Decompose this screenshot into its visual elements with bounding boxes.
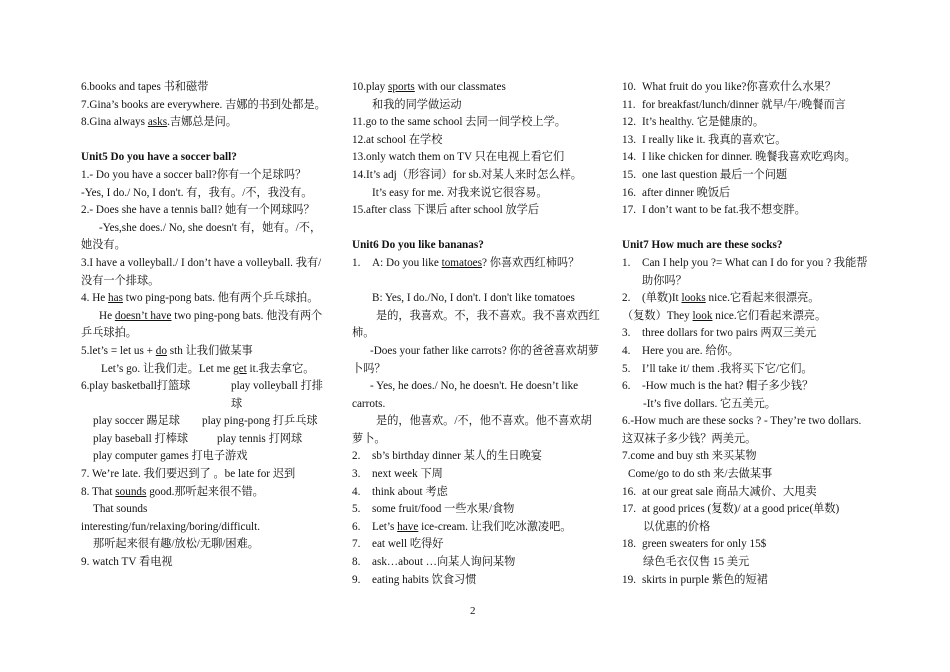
unit7-heading: Unit7 How much are these socks? bbox=[622, 239, 783, 252]
text-line: 6.-How much are these socks ? - They’re two dollars. 这双袜子多少钱？两美元。 bbox=[622, 415, 862, 445]
text-line: next week 下周 bbox=[372, 468, 443, 481]
text-line: That sounds bbox=[93, 503, 148, 516]
column-1 bbox=[81, 79, 329, 572]
text-line: play ping-pong 打乒乓球 bbox=[202, 415, 318, 428]
item-number: 6. bbox=[622, 380, 631, 393]
text-line: -Does your father like carrots? 你的爸爸喜欢胡萝卜吗？ bbox=[352, 344, 599, 375]
text-line: Come/go to do sth 来/去做某事 bbox=[628, 468, 773, 481]
text-line: 9. watch TV 看电视 bbox=[81, 556, 173, 569]
text-line: 7.come and buy sth 来买某物 bbox=[622, 450, 757, 463]
text-line: play tennis 打网球 bbox=[217, 432, 303, 445]
text-line: 6.books and tapes 书和磁带 bbox=[81, 81, 209, 93]
item-number: 16. bbox=[622, 186, 636, 199]
text-line: 绿色毛衣仅售 15 美元 bbox=[643, 556, 750, 569]
item-number: 11. bbox=[622, 98, 636, 111]
text-line: 11.go to the same school 去同一间学校上学。 bbox=[352, 116, 566, 129]
text-line: 1.- Do you have a soccer ball?你有一个足球吗？ bbox=[81, 168, 307, 181]
text-line: 是的，他喜欢。/不，他不喜欢。他不喜欢胡萝卜。 bbox=[352, 415, 592, 445]
item-number: 2. bbox=[622, 292, 631, 305]
text-line: sb’s birthday dinner 某人的生日晚宴 bbox=[372, 450, 542, 463]
text-line: 7. We’re late. 我们要迟到了 。be late for 迟到 bbox=[81, 468, 296, 481]
text-line: I really like it. 我真的喜欢它。 bbox=[642, 133, 787, 146]
text-line: at good prices (复数)/ at a good price(单数) bbox=[642, 503, 840, 516]
item-number: 6. bbox=[352, 520, 361, 533]
text-line: 10.play sports with our classmates bbox=[352, 81, 506, 93]
item-number: 10. bbox=[622, 81, 636, 93]
item-number: 1. bbox=[352, 256, 361, 269]
column-3 bbox=[622, 79, 874, 589]
text-line: Can I help you ?= What can I do for you ? 我能帮助你吗？ bbox=[642, 256, 868, 287]
text-line: I don’t want to be fat.我不想变胖。 bbox=[642, 204, 806, 217]
item-number: 18. bbox=[622, 538, 636, 551]
text-line: for breakfast/lunch/dinner 就早/午/晚餐而言 bbox=[642, 98, 846, 111]
unit6-heading: Unit6 Do you like bananas? bbox=[352, 239, 484, 252]
text-line: 15.after class 下课后 after school 放学后 bbox=[352, 204, 540, 217]
text-line: some fruit/food 一些水果/食物 bbox=[372, 503, 515, 516]
text-line: play baseball 打棒球 bbox=[93, 432, 189, 445]
text-line: I like chicken for dinner. 晚餐我喜欢吃鸡肉。 bbox=[642, 151, 856, 164]
text-line: eating habits 饮食习惯 bbox=[372, 573, 477, 586]
text-line: at our great sale 商品大减价、大甩卖 bbox=[642, 485, 817, 498]
page-number: 2 bbox=[470, 605, 476, 617]
text-line: three dollars for two pairs 两双三美元 bbox=[642, 327, 817, 340]
text-line: after dinner 晚饭后 bbox=[642, 186, 731, 199]
text-line: 8.Gina always asks.吉娜总是问。 bbox=[81, 116, 238, 129]
text-line: What fruit do you like?你喜欢什么水果？ bbox=[642, 81, 836, 93]
text-line: It’s healthy. 它是健康的。 bbox=[642, 116, 765, 129]
text-line: B: Yes, I do./No, I don't. I don't like tomatoes bbox=[372, 292, 575, 305]
unit5-heading: Unit5 Do you have a soccer ball? bbox=[81, 151, 237, 164]
item-number: 8. bbox=[352, 556, 361, 569]
item-number: 17. bbox=[622, 204, 636, 217]
item-number: 7. bbox=[352, 538, 361, 551]
text-line: Let’s have ice-cream. 让我们吃冰激凌吧。 bbox=[372, 520, 572, 533]
text-line: He doesn’t have two ping-pong bats. 他没有两个乒乓球拍。 bbox=[81, 309, 323, 340]
text-line: -How much is the hat? 帽子多少钱？ bbox=[642, 380, 814, 393]
item-number: 9. bbox=[352, 573, 361, 586]
item-number: 4. bbox=[352, 485, 361, 498]
text-line: Let’s go. 让我们走。Let me get it.我去拿它。 bbox=[101, 362, 315, 375]
text-line: green sweaters for only 15$ bbox=[642, 538, 767, 551]
item-number: 12. bbox=[622, 116, 636, 129]
text-line: one last question 最后一个问题 bbox=[642, 168, 788, 181]
text-line: 是的，我喜欢。不，我不喜欢。我不喜欢西红柿。 bbox=[352, 309, 600, 340]
item-number: 3. bbox=[352, 468, 361, 481]
item-number: 16. bbox=[622, 485, 636, 498]
item-number: 4. bbox=[622, 344, 631, 357]
text-line: think about 考虑 bbox=[372, 485, 448, 498]
text-line: 7.Gina’s books are everywhere. 吉娜的书到处都是。 bbox=[81, 98, 326, 111]
item-number: 5. bbox=[622, 362, 631, 375]
item-number: 13. bbox=[622, 133, 636, 146]
text-line: - Yes, he does./ No, he doesn't. He doesn’t like carrots. bbox=[352, 380, 579, 410]
text-line: It’s easy for me. 对我来说它很容易。 bbox=[372, 186, 548, 199]
item-number: 3. bbox=[622, 327, 631, 340]
item-number: 19. bbox=[622, 573, 636, 586]
text-line: 以优惠的价格 bbox=[643, 520, 711, 533]
text-line: I’ll take it/ them .我将买下它/它们。 bbox=[642, 362, 813, 375]
text-line: interesting/fun/relaxing/boring/difficult. bbox=[81, 520, 261, 533]
text-line: 那听起来很有趣/放松/无聊/困难。 bbox=[93, 538, 259, 551]
column-2 bbox=[352, 79, 600, 589]
text-line: 和我的同学做运动 bbox=[372, 98, 462, 111]
item-number: 1. bbox=[622, 256, 631, 269]
text-line: (单数)It looks nice.它看起来很漂亮。 bbox=[642, 292, 820, 305]
item-number: 17. bbox=[622, 503, 636, 516]
text-line: eat well 吃得好 bbox=[372, 538, 444, 551]
text-line: 12.at school 在学校 bbox=[352, 133, 443, 146]
text-line: -It’s five dollars. 它五美元。 bbox=[643, 397, 776, 410]
text-line: 4. He has two ping-pong bats. 他有两个乒乓球拍。 bbox=[81, 292, 319, 305]
text-line: ask…about …向某人询问某物 bbox=[372, 556, 516, 569]
text-line: play volleyball 打排球 bbox=[231, 380, 323, 410]
text-line: 3.I have a volleyball./ I don’t have a volleyball. 我有/没有一个排球。 bbox=[81, 256, 322, 287]
text-line: play computer games 打电子游戏 bbox=[93, 450, 248, 463]
text-line: play soccer 踢足球 bbox=[93, 415, 180, 428]
text-line: （复数）They look nice.它们看起来漂亮。 bbox=[622, 309, 827, 322]
text-line: -Yes, I do./ No, I don't. 有，我有。/不，我没有。 bbox=[81, 186, 313, 199]
text-line: A: Do you like tomatoes? 你喜欢西红柿吗？ bbox=[372, 256, 580, 269]
text-line: skirts in purple 紫色的短裙 bbox=[642, 573, 768, 586]
item-number: 15. bbox=[622, 168, 636, 181]
text-line: 13.only watch them on TV 只在电视上看它们 bbox=[352, 151, 565, 164]
item-number: 5. bbox=[352, 503, 361, 516]
text-line: Here you are. 给你。 bbox=[642, 344, 739, 357]
text-line: 6.play basketball打篮球 bbox=[81, 380, 191, 393]
text-line: 14.It’s adj（形容词）for sb.对某人来时怎么样。 bbox=[352, 168, 582, 181]
item-number: 14. bbox=[622, 151, 636, 164]
text-line: 5.let’s = let us + do sth 让我们做某事 bbox=[81, 344, 253, 357]
item-number: 2. bbox=[352, 450, 361, 463]
text-line: 8. That sounds good.那听起来很不错。 bbox=[81, 485, 264, 498]
text-line: 2.- Does she have a tennis ball? 她有一个网球吗？ bbox=[81, 204, 315, 217]
text-line: -Yes,she does./ No, she doesn't 有，她有。/不，她没有。 bbox=[81, 221, 322, 252]
